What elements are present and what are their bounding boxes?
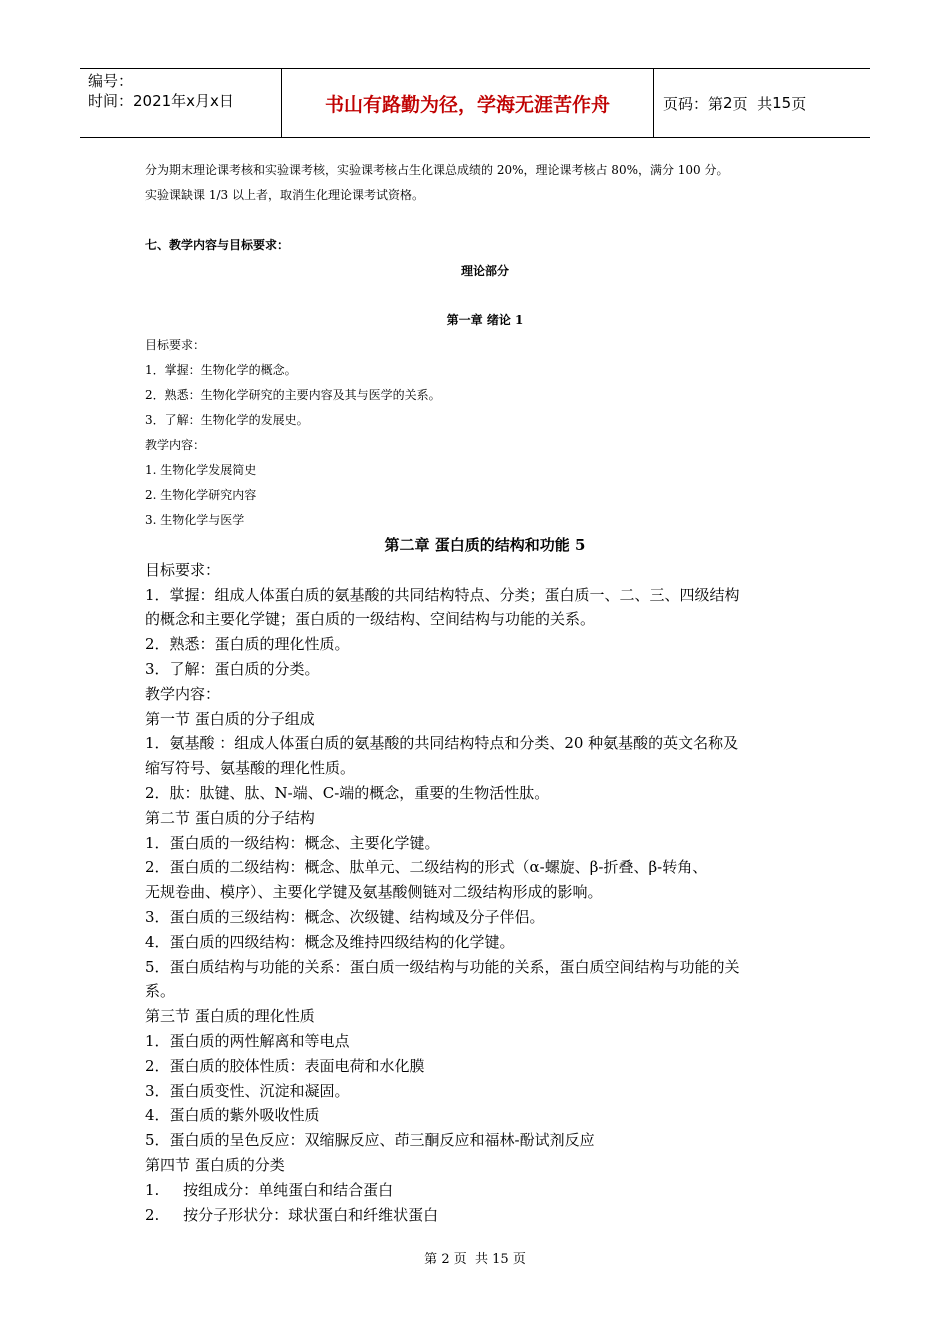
footer-page-number: 2 [441,1252,450,1267]
goal-item: 3．了解：蛋白质的分类。 [145,659,320,678]
footer-mid: 页 共 [453,1252,488,1267]
page-label-end: 页 [791,94,807,113]
content-item: 2. 按分子形状分：球状蛋白和纤维状蛋白 [145,1205,439,1224]
content-item: 1．蛋白质的一级结构：概念、主要化学键。 [145,833,440,852]
footer-pre: 第 [424,1252,438,1267]
goal-item: 1．掌握：组成人体蛋白质的氨基酸的共同结构特点、分类；蛋白质一、二、三、四级结构 [145,585,740,604]
section-heading: 第三节 蛋白质的理化性质 [145,1007,315,1026]
content-item: 3．蛋白质的三级结构：概念、次级键、结构域及分子伴侣。 [145,907,545,926]
goal-item: 3．了解：生物化学的发展史。 [145,413,309,427]
content-item: 3. 生物化学与医学 [145,513,245,527]
page-label-mid: 页 共 [732,94,773,113]
header-motto: 书山有路勤为径，学海无涯苦作舟 [282,69,654,137]
document-body [145,158,825,1227]
header-meta [80,69,282,137]
page-number: 2 [723,94,733,112]
page-total: 15 [772,94,792,112]
content-item: 2．蛋白质的胶体性质：表面电荷和水化膜 [145,1056,425,1075]
chapter-title: 第一章 绪论 1 [446,313,524,327]
content-item: 2. 生物化学研究内容 [145,488,257,502]
goal-item: 2．熟悉：生物化学研究的主要内容及其与医学的关系。 [145,388,441,402]
content-item: 5．蛋白质结构与功能的关系：蛋白质一级结构与功能的关系，蛋白质空间结构与功能的关 [145,957,740,976]
document-number-label: 编号： [88,72,134,90]
intro-line: 分为期末理论课考核和实验课考核，实验课考核占生化课总成绩的 20%，理论课考核占 80%，满分 100 分。 [145,163,729,177]
content-item: 1. 生物化学发展简史 [145,463,257,477]
section-heading: 第二节 蛋白质的分子结构 [145,808,315,827]
page-label: 页码：第 [663,94,724,113]
goal-label: 目标要求： [145,560,221,579]
content-item: 5．蛋白质的呈色反应：双缩脲反应、茚三酮反应和福林-酚试剂反应 [145,1131,595,1150]
content-item: 1．氨基酸 ：组成人体蛋白质的氨基酸的共同结构特点和分类、20 种氨基酸的英文名称及 [145,734,739,753]
content-item-continued: 系。 [145,982,176,1001]
content-label: 教学内容： [145,684,221,703]
content-item: 1．蛋白质的两性解离和等电点 [145,1031,350,1050]
goal-item-continued: 的概念和主要化学键；蛋白质的一级结构、空间结构与功能的关系。 [145,610,596,629]
goal-label: 目标要求： [145,338,206,352]
content-item: 1. 按组成分：单纯蛋白和结合蛋白 [145,1180,394,1199]
section-title: 七、教学内容与目标要求： [145,238,290,252]
content-item: 3．蛋白质变性、沉淀和凝固。 [145,1081,350,1100]
content-item: 2．肽：肽键、肽、N-端、C-端的概念，重要的生物活性肽。 [145,783,550,802]
section-heading: 第一节 蛋白质的分子组成 [145,709,315,728]
document-time: 时间：2021年x月x日 [88,92,234,110]
chapter-title: 第二章 蛋白质的结构和功能 5 [384,536,586,554]
content-item-continued: 缩写符号、氨基酸的理化性质。 [145,759,356,778]
footer-end: 页 [512,1252,526,1267]
content-item: 2．蛋白质的二级结构：概念、肽单元、二级结构的形式（α-螺旋、β-折叠、β-转角、 [145,858,708,877]
goal-item: 2．熟悉：蛋白质的理化性质。 [145,635,350,654]
content-item: 4．蛋白质的四级结构：概念及维持四级结构的化学键。 [145,932,515,951]
content-label: 教学内容： [145,438,206,452]
header-page-info [654,69,870,137]
content-item: 4．蛋白质的紫外吸收性质 [145,1106,320,1125]
goal-item: 1．掌握：生物化学的概念。 [145,363,297,377]
intro-line: 实验课缺课 1/3 以上者，取消生化理论课考试资格。 [145,188,424,202]
page-header [80,68,870,138]
section-heading: 第四节 蛋白质的分类 [145,1155,285,1174]
part-title: 理论部分 [460,264,509,278]
content-item-continued: 无规卷曲、模序）、主要化学键及氨基酸侧链对二级结构形成的影响。 [145,883,603,902]
page-footer [0,1248,950,1267]
footer-page-total: 15 [492,1252,509,1267]
